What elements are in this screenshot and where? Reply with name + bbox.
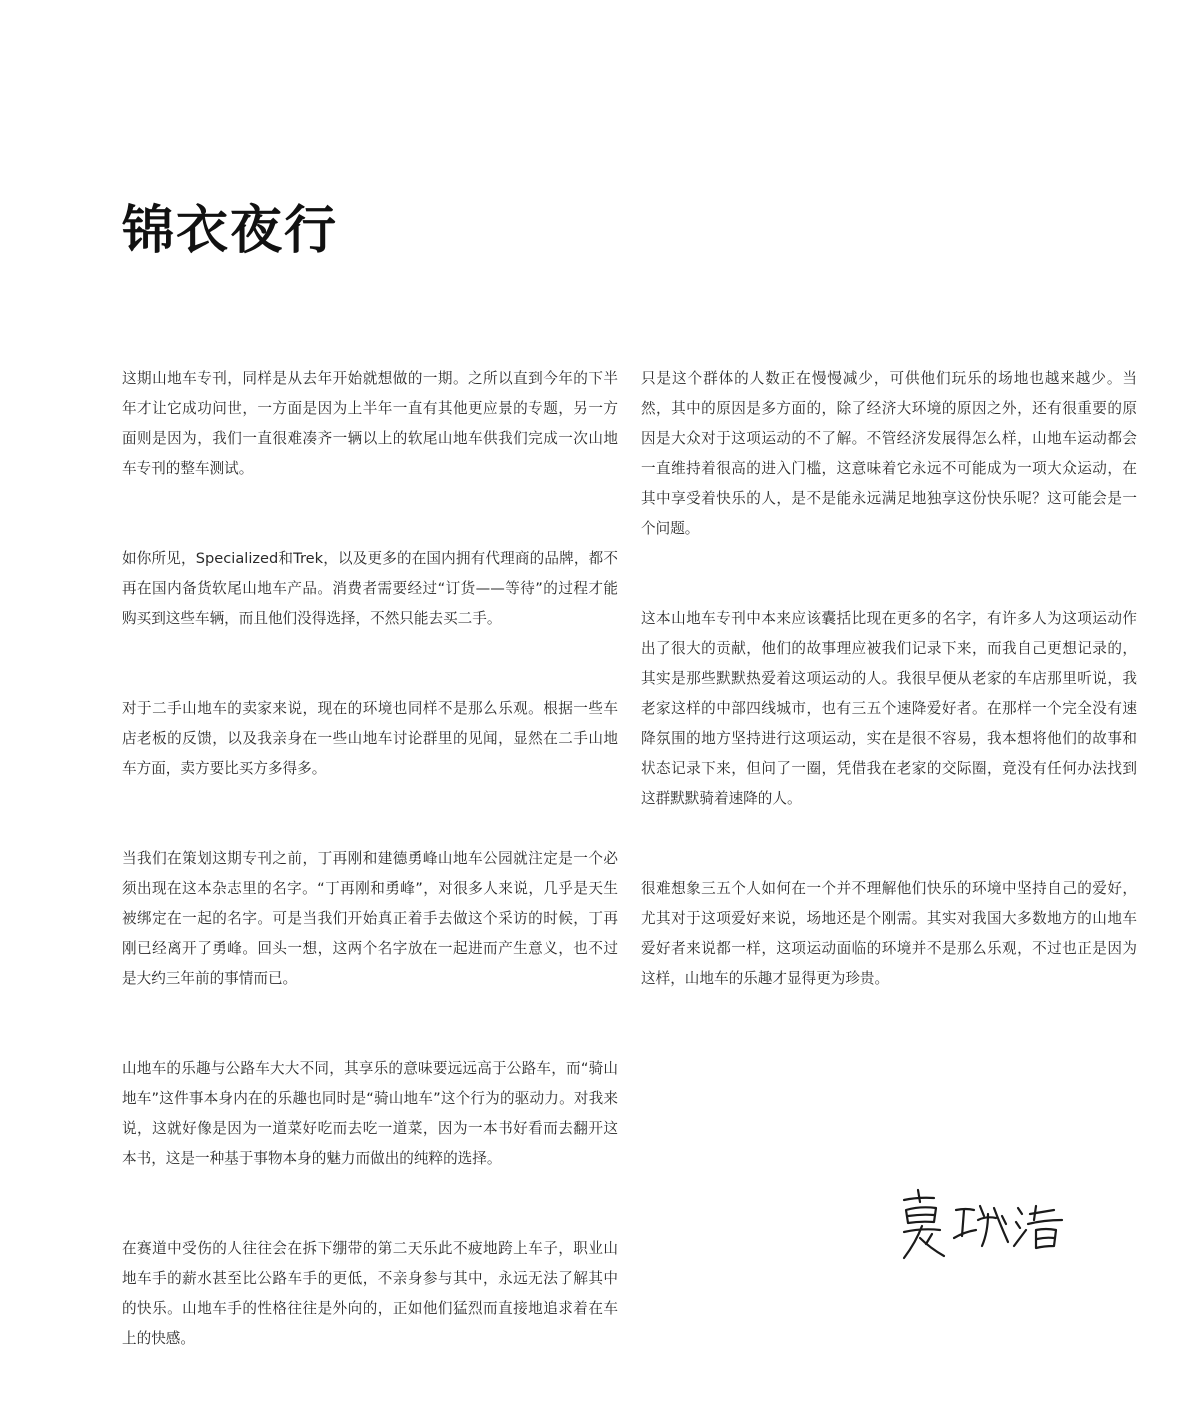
paragraph: 很难想象三五个人如何在一个并不理解他们快乐的环境中坚持自己的爱好，尤其对于这项爱好来说，场地还是个刚需。其实对我国大多数地方的山地车爱好者来说都一样，这项运动面临的环境并不是那么乐观，不过也正是因为这样，山地车的乐趣才显得更为珍贵。 xyxy=(641,880,1137,987)
paragraph: 这本山地车专刊中本来应该囊括比现在更多的名字，有许多人为这项运动作出了很大的贡献，他们的故事理应被我们记录下来，而我自己更想记录的，其实是那些默默热爱着这项运动的人。我很早便从老家的车店那里听说，我老家这样的中部四线城市，也有三五个速降爱好者。在那样一个完全没有速降氛围的地方坚持进行这项运动，实在是很不容易，我本想将他们的故事和状态记录下来，但问了一圈，凭借我在老家的交际圈，竟没有任何办法找到这群默默骑着速降的人。 xyxy=(641,610,1137,807)
paragraph: 只是这个群体的人数正在慢慢减少，可供他们玩乐的场地也越来越少。当然，其中的原因是多方面的，除了经济大环境的原因之外，还有很重要的原因是大众对于这项运动的不了解。不管经济发展得怎么样，山地车运动都会一直维持着很高的进入门槛，这意味着它永远不可能成为一项大众运动，在其中享受着快乐的人，是不是能永远满足地独享这份快乐呢？这可能会是一个问题。 xyxy=(641,370,1137,537)
article-title: 锦衣夜行 xyxy=(122,201,339,261)
signature-icon xyxy=(896,1186,1068,1268)
author-signature xyxy=(896,1186,1068,1268)
paragraph: 当我们在策划这期专刊之前，丁再刚和建德勇峰山地车公园就注定是一个必须出现在这本杂志里的名字。“丁再刚和勇峰”，对很多人来说，几乎是天生被绑定在一起的名字。可是当我们开始真正着手去做这个采访的时候，丁再刚已经离开了勇峰。回头一想，这两个名字放在一起进而产生意义，也不过是大约三年前的事情而已。 xyxy=(122,850,618,987)
right-text-column xyxy=(641,364,1137,1054)
paragraph: 在赛道中受伤的人往往会在拆下绷带的第二天乐此不疲地跨上车子，职业山地车手的薪水甚至比公路车手的更低，不亲身参与其中，永远无法了解其中的快乐。山地车手的性格往往是外向的，正如他们猛烈而直接地追求着在车上的快感。 xyxy=(122,1240,618,1347)
paragraph: 山地车的乐趣与公路车大大不同，其享乐的意味要远远高于公路车，而“骑山地车”这件事本身内在的乐趣也同时是“骑山地车”这个行为的驱动力。对我来说，这就好像是因为一道菜好吃而去吃一道菜，因为一本书好看而去翻开这本书，这是一种基于事物本身的魅力而做出的纯粹的选择。 xyxy=(122,1060,618,1167)
paragraph: 如你所见，Specialized和Trek，以及更多的在国内拥有代理商的品牌，都不再在国内备货软尾山地车产品。消费者需要经过“订货——等待”的过程才能购买到这些车辆，而且他们没得选择，不然只能去买二手。 xyxy=(122,550,618,627)
paragraph: 这期山地车专刊，同样是从去年开始就想做的一期。之所以直到今年的下半年才让它成功问世，一方面是因为上半年一直有其他更应景的专题，另一方面则是因为，我们一直很难凑齐一辆以上的软尾山地车供我们完成一次山地车专刊的整车测试。 xyxy=(122,370,618,477)
left-text-column xyxy=(122,364,618,1414)
paragraph: 对于二手山地车的卖家来说，现在的环境也同样不是那么乐观。根据一些车店老板的反馈，以及我亲身在一些山地车讨论群里的见闻，显然在二手山地车方面，卖方要比买方多得多。 xyxy=(122,700,618,777)
